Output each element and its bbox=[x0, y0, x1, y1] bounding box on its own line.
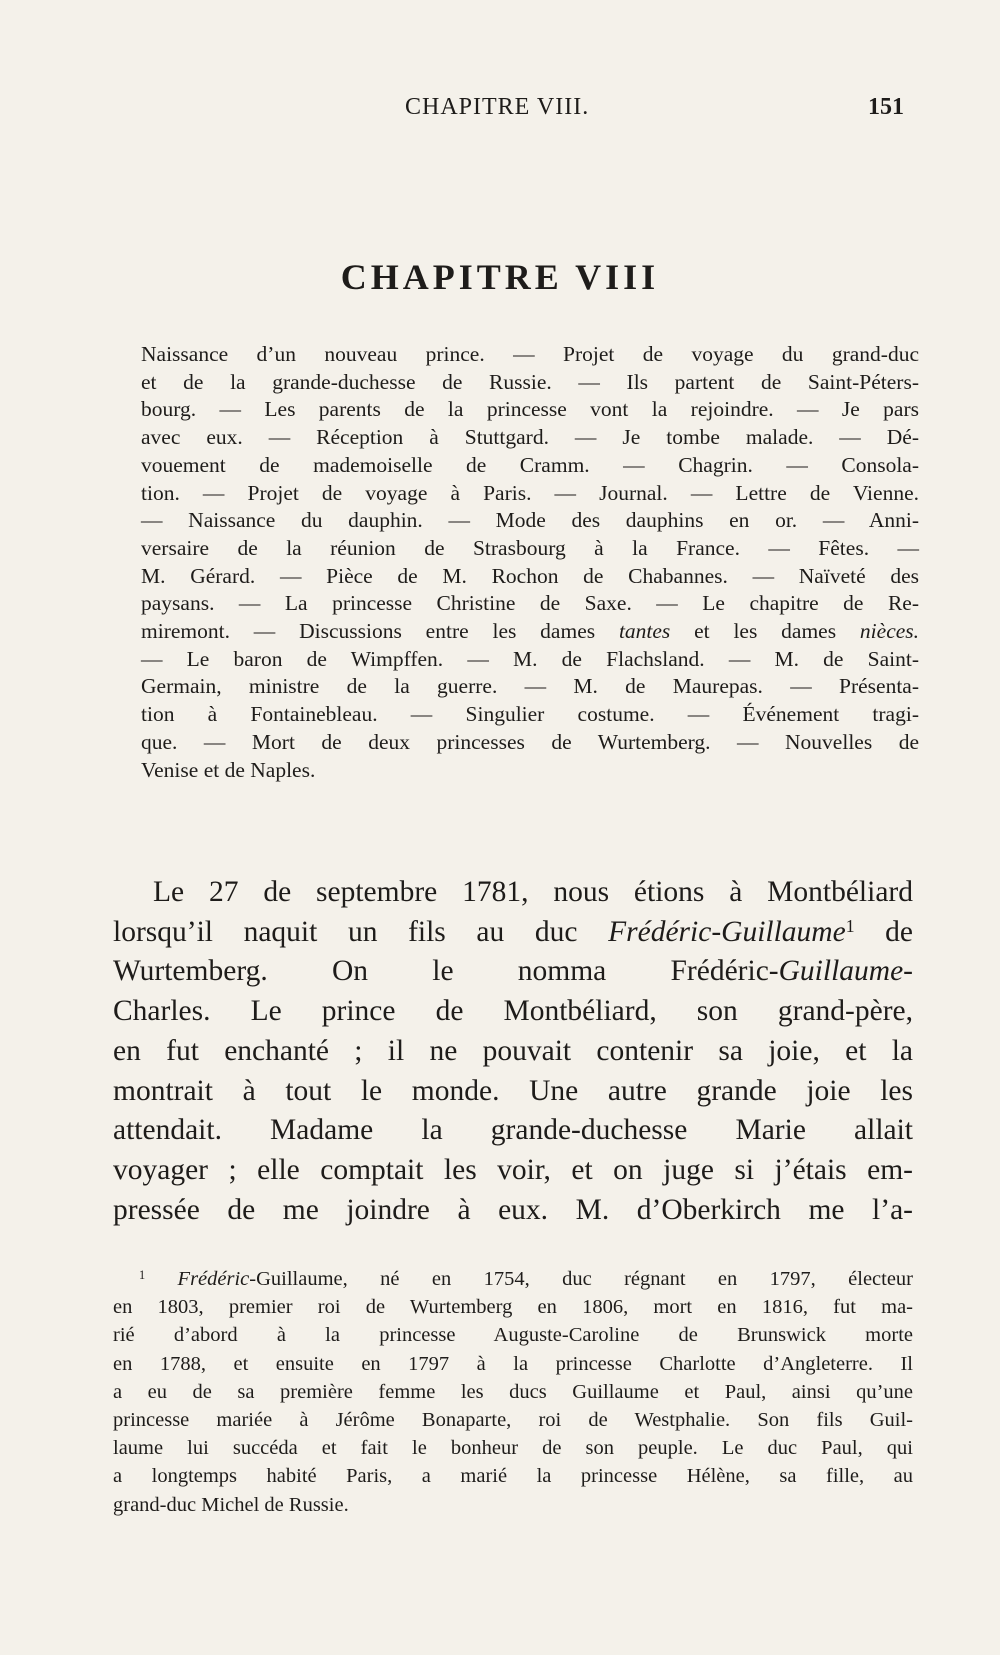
footnote bbox=[113, 1265, 913, 1519]
footnote-reference: 1 bbox=[845, 915, 855, 936]
body-line bbox=[113, 952, 913, 992]
body-line: montrait à tout le monde. Une autre grande joie les bbox=[113, 1074, 913, 1107]
running-title: CHAPITRE VIII. bbox=[405, 94, 590, 120]
summary-line: tion à Fontainebleau. — Singulier costume. — Événement tragi- bbox=[141, 702, 919, 727]
footnote-line: a longtemps habité Paris, a marié la princesse Hélène, sa fille, au bbox=[113, 1465, 913, 1488]
summary-line-mixed bbox=[141, 618, 919, 646]
summary-line: vouement de mademoiselle de Cramm. — Chagrin. — Consola- bbox=[141, 452, 919, 477]
summary-line: avec eux. — Réception à Stuttgard. — Je tombe malade. — Dé- bbox=[141, 425, 919, 450]
chapter-title: CHAPITRE VIII bbox=[340, 257, 660, 297]
summary-text: miremont. — Discussions entre les dames bbox=[141, 619, 619, 644]
body-italic-name: Guillaume- bbox=[778, 955, 913, 988]
summary-line: Venise et de Naples. bbox=[141, 757, 316, 782]
footnote-line: grand-duc Michel de Russie. bbox=[113, 1493, 349, 1516]
footnote-line: rié d’abord à la princesse Auguste-Caroline de Brunswick morte bbox=[113, 1324, 913, 1347]
summary-line: que. — Mort de deux princesses de Wurtemberg. — Nouvelles de bbox=[141, 729, 919, 754]
summary-line: bourg. — Les parents de la princesse vont la rejoindre. — Je pars bbox=[141, 397, 919, 422]
body-line: Charles. Le prince de Montbéliard, son grand-père, bbox=[113, 995, 913, 1028]
body-line: Le 27 de septembre 1781, nous étions à Montbéliard bbox=[153, 876, 913, 908]
chapter-summary bbox=[141, 341, 919, 784]
footnote-line: en 1788, et ensuite en 1797 à la princesse Charlotte d’Angleterre. Il bbox=[113, 1352, 913, 1375]
summary-line: et de la grande-duchesse de Russie. — Ils partent de Saint-Péters- bbox=[141, 369, 919, 394]
footnote-line: laume lui succéda et fait le bonheur de son peuple. Le duc Paul, qui bbox=[113, 1437, 913, 1460]
page-number: 151 bbox=[868, 94, 904, 120]
summary-line: M. Gérard. — Pièce de M. Rochon de Chabannes. — Naïveté des bbox=[141, 563, 919, 588]
footnote-line: en 1803, premier roi de Wurtemberg en 1806, mort en 1816, fut ma- bbox=[113, 1296, 913, 1319]
summary-italic-tantes: tantes bbox=[618, 619, 671, 644]
footnote-line bbox=[113, 1265, 913, 1293]
summary-italic-nieces: nièces. bbox=[859, 619, 920, 644]
summary-line: — Naissance du dauphin. — Mode des dauphins en or. — Anni- bbox=[141, 508, 919, 533]
summary-line: paysans. — La princesse Christine de Saxe. — Le chapitre de Re- bbox=[141, 591, 919, 616]
body-line: en fut enchanté ; il ne pouvait contenir sa joie, et la bbox=[113, 1034, 913, 1067]
running-head bbox=[0, 94, 1000, 128]
body-text: de bbox=[854, 915, 914, 948]
summary-line: tion. — Projet de voyage à Paris. — Journal. — Lettre de Vienne. bbox=[141, 480, 919, 505]
body-text: Wurtemberg. On le nomma Frédéric- bbox=[113, 955, 779, 988]
footnote-text: -Guillaume, né en 1754, duc régnant en 1797, électeur bbox=[249, 1268, 914, 1290]
body-line: attendait. Madame la grande-duchesse Marie allait bbox=[113, 1114, 913, 1147]
summary-text: et les dames bbox=[670, 619, 860, 644]
summary-line: versaire de la réunion de Strasbourg à la France. — Fêtes. — bbox=[141, 535, 919, 560]
footnote-line: princesse mariée à Jérôme Bonaparte, roi de Westphalie. Son fils Guil- bbox=[113, 1409, 913, 1432]
footnote-italic-name: Frédéric bbox=[177, 1268, 250, 1290]
footnote-line: a eu de sa première femme les ducs Guillaume et Paul, ainsi qu’une bbox=[113, 1380, 913, 1403]
summary-line: Germain, ministre de la guerre. — M. de Maurepas. — Présenta- bbox=[141, 674, 919, 699]
footnote-marker: 1 bbox=[139, 1267, 146, 1282]
summary-line: — Le baron de Wimpffen. — M. de Flachsland. — M. de Saint- bbox=[141, 646, 919, 671]
body-text: lorsqu’il naquit un fils au duc bbox=[113, 915, 609, 948]
body-italic-name: Frédéric-Guillaume bbox=[608, 915, 846, 948]
summary-line: Naissance d’un nouveau prince. — Projet de voyage du grand-duc bbox=[141, 342, 919, 366]
body-paragraph bbox=[113, 873, 913, 1230]
body-line bbox=[113, 913, 913, 953]
body-line: voyager ; elle comptait les voir, et on juge si j’étais em- bbox=[113, 1153, 913, 1186]
body-line: pressée de me joindre à eux. M. d’Oberkirch me l’a- bbox=[113, 1193, 913, 1226]
